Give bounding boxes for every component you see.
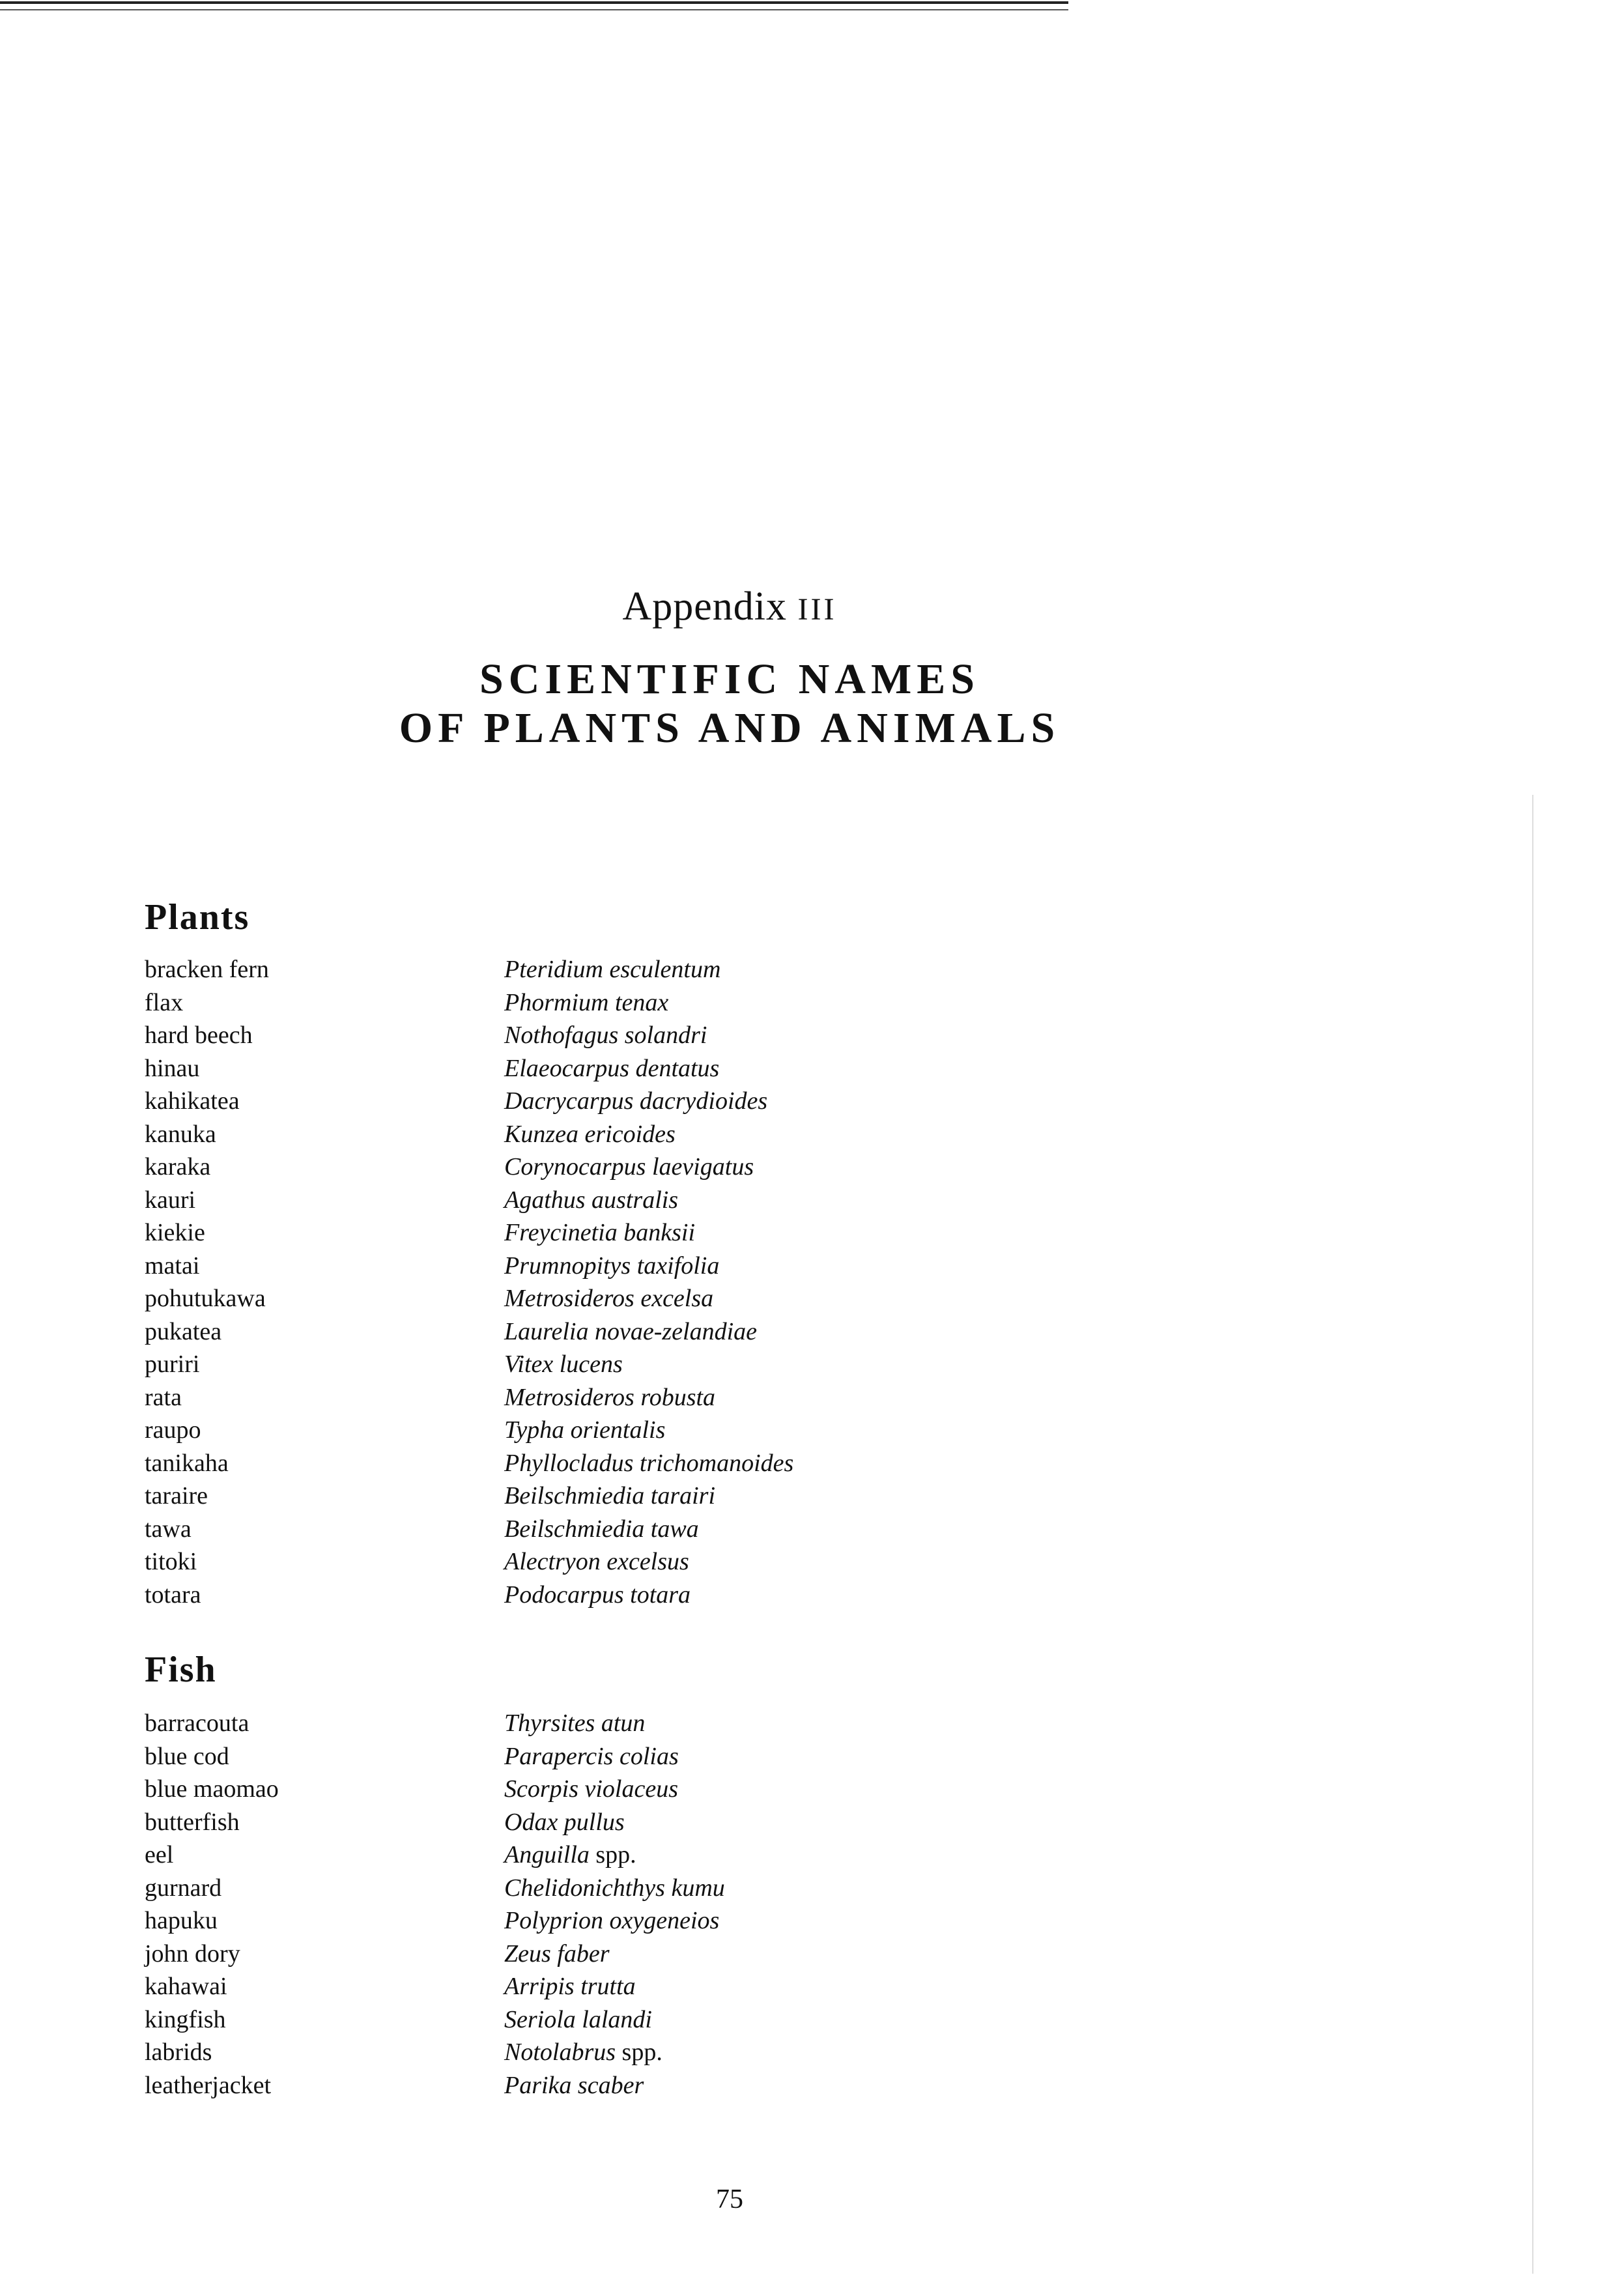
common-name: kingfish [145, 2005, 226, 2033]
list-item [145, 1381, 1317, 1414]
scientific-name-cell [504, 1872, 725, 1905]
fish-name-list [145, 1707, 1317, 2102]
scientific-name: Laurelia novae-zelandiae [504, 1317, 758, 1345]
scientific-name: Alectryon excelsus [504, 1548, 689, 1575]
scientific-name-cell [504, 1282, 713, 1315]
top-border-rule-secondary [0, 9, 1068, 10]
scientific-name-cell [504, 1414, 665, 1447]
common-name: kiekie [145, 1219, 205, 1246]
common-name: kahawai [145, 1973, 227, 2000]
scientific-name-cell [504, 1740, 679, 1773]
scientific-name: Zeus faber [504, 1939, 610, 1967]
scientific-name: Vitex lucens [504, 1351, 623, 1378]
scientific-name: Phormium tenax [504, 988, 669, 1016]
scientific-name-cell [504, 1315, 757, 1349]
scientific-name-cell [504, 1806, 625, 1839]
appendix-label [0, 586, 1459, 627]
scientific-name: Nothofagus solandri [504, 1022, 707, 1049]
section-title-fish: Fish [145, 1650, 217, 1690]
list-item [145, 1740, 1317, 1773]
scientific-name: Dacrycarpus dacrydioides [504, 1087, 768, 1115]
scientific-name: Seriola lalandi [504, 2005, 652, 2033]
scientific-name-suffix: spp. [616, 2039, 662, 2066]
common-name: puriri [145, 1351, 200, 1378]
scientific-name: Kunzea ericoides [504, 1120, 676, 1148]
list-item [145, 1872, 1317, 1905]
common-name: pohutukawa [145, 1285, 266, 1312]
common-name: titoki [145, 1548, 197, 1575]
section-title-plants: Plants [145, 897, 250, 937]
common-name: eel [145, 1841, 174, 1868]
plants-name-list [145, 953, 1317, 1611]
common-name: raupo [145, 1416, 201, 1444]
list-item [145, 1707, 1317, 1740]
common-name: bracken fern [145, 956, 269, 983]
list-item [145, 1480, 1317, 1513]
scientific-name: Typha orientalis [504, 1416, 666, 1444]
scientific-name-cell [504, 1250, 719, 1283]
list-item [145, 1773, 1317, 1806]
scientific-name: Parapercis colias [504, 1742, 679, 1770]
scientific-name: Pteridium esculentum [504, 956, 721, 983]
list-item [145, 986, 1317, 1020]
list-item [145, 953, 1317, 986]
scientific-name: Beilschmiedia tawa [504, 1515, 699, 1543]
common-name: butterfish [145, 1808, 240, 1836]
scientific-name: Phyllocladus trichomanoides [504, 1449, 794, 1477]
scientific-name-cell [504, 2003, 652, 2037]
scientific-name: Polyprion oxygeneios [504, 1907, 720, 1934]
common-name: gurnard [145, 1874, 222, 1902]
common-name: flax [145, 988, 184, 1016]
common-name: hinau [145, 1054, 200, 1082]
list-item [145, 1938, 1317, 1971]
scientific-name-cell [504, 1579, 691, 1612]
common-name: pukatea [145, 1317, 222, 1345]
list-item [145, 1513, 1317, 1546]
scientific-name-cell [504, 1707, 645, 1740]
list-item [145, 1184, 1317, 1217]
scientific-name: Chelidonichthys kumu [504, 1874, 725, 1902]
list-item [145, 1216, 1317, 1250]
list-item [145, 1447, 1317, 1480]
common-name: kanuka [145, 1120, 216, 1148]
page-number: 75 [716, 2184, 743, 2214]
scientific-name-cell [504, 1348, 623, 1381]
list-item [145, 2036, 1317, 2069]
scientific-name: Corynocarpus laevigatus [504, 1153, 754, 1180]
list-item [145, 1970, 1317, 2003]
list-item [145, 1904, 1317, 1938]
scientific-name: Agathus australis [504, 1186, 679, 1214]
scientific-name: Parika scaber [504, 2071, 644, 2099]
common-name: rata [145, 1383, 182, 1411]
scientific-name-cell [504, 2069, 644, 2102]
page-edge-line [1532, 795, 1533, 2274]
scientific-name-cell [504, 1381, 715, 1414]
scientific-name: Prumnopitys taxifolia [504, 1252, 720, 1280]
list-item [145, 1282, 1317, 1315]
common-name: kahikatea [145, 1087, 240, 1115]
scientific-name: Metrosideros excelsa [504, 1285, 714, 1312]
scientific-name: Notolabrus [504, 2039, 616, 2066]
list-item [145, 1315, 1317, 1349]
scientific-name: Thyrsites atun [504, 1710, 646, 1737]
scientific-name-cell [504, 1447, 793, 1480]
scientific-name-cell [504, 2036, 662, 2069]
common-name: barracouta [145, 1710, 249, 1737]
scientific-name: Arripis trutta [504, 1973, 636, 2000]
scientific-name-cell [504, 1773, 678, 1806]
scientific-name-cell [504, 1938, 610, 1971]
list-item [145, 1085, 1317, 1118]
list-item [145, 1250, 1317, 1283]
common-name: hard beech [145, 1022, 253, 1049]
scientific-name-cell [504, 953, 720, 986]
list-item [145, 1414, 1317, 1447]
scientific-name-cell [504, 1545, 689, 1579]
scientific-name: Metrosideros robusta [504, 1383, 716, 1411]
scientific-name-cell [504, 1970, 636, 2003]
list-item [145, 1839, 1317, 1872]
scientific-name: Freycinetia banksii [504, 1219, 695, 1246]
scientific-name-cell [504, 1118, 676, 1151]
common-name: tanikaha [145, 1449, 229, 1477]
scientific-name-cell [504, 986, 668, 1020]
list-item [145, 1151, 1317, 1184]
list-item [145, 1545, 1317, 1579]
scientific-name-cell [504, 1151, 754, 1184]
scientific-name: Odax pullus [504, 1808, 625, 1836]
common-name: kauri [145, 1186, 196, 1214]
list-item [145, 1052, 1317, 1085]
scientific-name-cell [504, 1480, 715, 1513]
scientific-name: Anguilla [504, 1841, 590, 1868]
list-item [145, 1019, 1317, 1052]
list-item [145, 1118, 1317, 1151]
scientific-name-cell [504, 1184, 678, 1217]
scientific-name: Beilschmiedia tarairi [504, 1482, 716, 1510]
common-name: hapuku [145, 1907, 218, 1934]
scientific-name-cell [504, 1052, 719, 1085]
common-name: tawa [145, 1515, 192, 1543]
scientific-name-cell [504, 1216, 695, 1250]
common-name: karaka [145, 1153, 211, 1180]
list-item [145, 1348, 1317, 1381]
common-name: leatherjacket [145, 2071, 272, 2099]
top-border-rule [0, 1, 1068, 4]
scientific-name-suffix: spp. [589, 1841, 636, 1868]
common-name: matai [145, 1252, 200, 1280]
scientific-name: Elaeocarpus dentatus [504, 1054, 720, 1082]
scientific-name: Podocarpus totara [504, 1581, 691, 1609]
list-item [145, 1579, 1317, 1612]
common-name: labrids [145, 2039, 212, 2066]
scientific-name-cell [504, 1513, 699, 1546]
list-item [145, 1806, 1317, 1839]
scientific-name-cell [504, 1019, 707, 1052]
list-item [145, 2003, 1317, 2037]
page-title-line-1: SCIENTIFIC NAMES [479, 655, 980, 703]
scientific-name-cell [504, 1839, 636, 1872]
appendix-numeral: III [797, 592, 837, 627]
common-name: john dory [145, 1939, 240, 1967]
scientific-name-cell [504, 1085, 767, 1118]
appendix-word: Appendix [622, 584, 788, 629]
common-name: totara [145, 1581, 201, 1609]
list-item [145, 2069, 1317, 2102]
page-title-line-2: OF PLANTS AND ANIMALS [399, 704, 1061, 752]
common-name: blue cod [145, 1742, 229, 1770]
common-name: taraire [145, 1482, 208, 1510]
scientific-name-cell [504, 1904, 719, 1938]
common-name: blue maomao [145, 1775, 279, 1803]
scientific-name: Scorpis violaceus [504, 1775, 679, 1803]
